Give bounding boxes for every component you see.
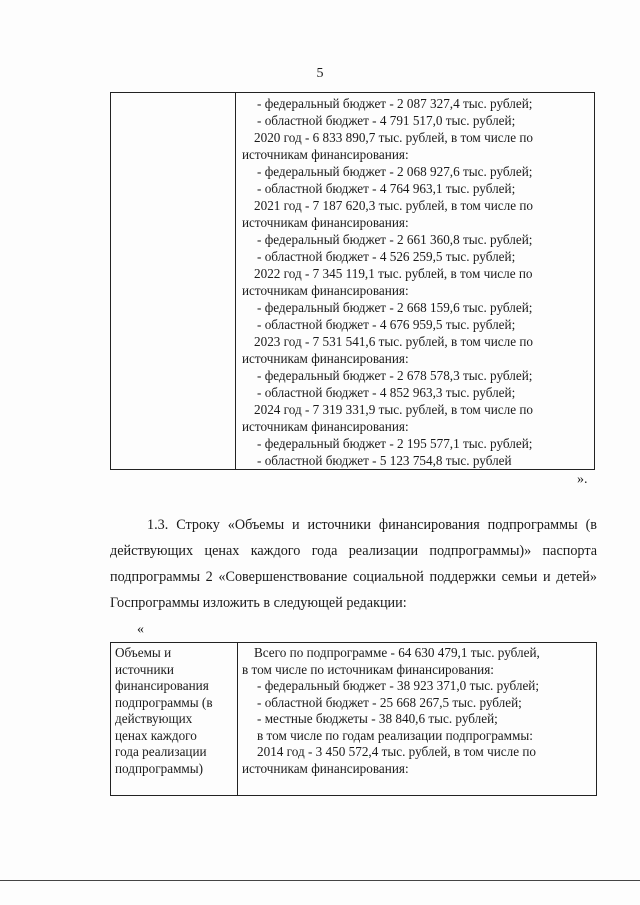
- page-number: 5: [316, 66, 324, 81]
- financing-line: - областной бюджет - 4 764 963,1 тыс. рублей;: [257, 181, 516, 196]
- row-heading-line: года реализации: [115, 744, 207, 759]
- financing-lines: [242, 95, 588, 469]
- table-right-cell: [236, 93, 595, 470]
- financing-line: - федеральный бюджет - 2 661 360,8 тыс. рублей;: [257, 232, 533, 247]
- amendment-paragraph: [110, 512, 597, 616]
- paragraph-line: Госпрограммы изложить в следующей редакции:: [110, 595, 407, 611]
- financing-line: Всего по подпрограмме - 64 630 479,1 тыс. рублей,: [254, 645, 540, 660]
- row-heading-line: подпрограммы (в: [115, 694, 213, 710]
- financing-line: 2014 год - 3 450 572,4 тыс. рублей, в том числе по: [257, 744, 536, 759]
- financing-line: в том числе по годам реализации подпрограммы:: [257, 727, 533, 743]
- financing-line: - федеральный бюджет - 2 668 159,6 тыс. рублей;: [257, 300, 533, 315]
- paragraph-line: подпрограммы 2 «Совершенствование социальной поддержки семьи и детей»: [110, 569, 597, 585]
- row-heading-line: действующих: [115, 711, 193, 726]
- opening-quote: «: [137, 622, 144, 637]
- financing-line: источникам финансирования:: [242, 351, 409, 366]
- row-heading-cell: [111, 643, 238, 796]
- financing-line: 2023 год - 7 531 541,6 тыс. рублей, в том числе по: [254, 334, 533, 349]
- financing-line: источникам финансирования:: [242, 215, 409, 230]
- financing-line: - федеральный бюджет - 2 195 577,1 тыс. рублей;: [257, 436, 533, 451]
- financing-line: источникам финансирования:: [242, 419, 409, 434]
- financing-line: в том числе по источникам финансирования:: [242, 661, 494, 677]
- row-heading-line: Объемы и: [115, 645, 172, 660]
- financing-line: - областной бюджет - 5 123 754,8 тыс. рублей: [257, 453, 512, 468]
- closing-quote: ».: [577, 472, 588, 487]
- financing-line: - областной бюджет - 4 676 959,5 тыс. рублей;: [257, 317, 516, 332]
- row-content-lines: [242, 645, 592, 777]
- financing-table-continued: [110, 92, 595, 470]
- table-left-cell-empty: [111, 93, 236, 470]
- financing-line: источникам финансирования:: [242, 760, 409, 776]
- row-heading-lines: [115, 645, 233, 777]
- financing-line: 2020 год - 6 833 890,7 тыс. рублей, в том числе по: [254, 130, 533, 145]
- financing-line: 2024 год - 7 319 331,9 тыс. рублей, в том числе по: [254, 402, 533, 417]
- subprogram-financing-table: [110, 642, 597, 796]
- row-heading-line: подпрограммы): [115, 760, 204, 776]
- row-heading-line: источники: [115, 661, 174, 677]
- paragraph-line: 1.3. Строку «Объемы и источники финансирования подпрограммы (в: [147, 517, 597, 533]
- financing-line: - областной бюджет - 4 852 963,3 тыс. рублей;: [257, 385, 516, 400]
- financing-line: источникам финансирования:: [242, 147, 409, 162]
- financing-line: 2021 год - 7 187 620,3 тыс. рублей, в том числе по: [254, 198, 533, 213]
- financing-line: - федеральный бюджет - 38 923 371,0 тыс. рублей;: [257, 678, 540, 693]
- footer-divider: [0, 880, 640, 881]
- paragraph-line: действующих ценах каждого года реализации подпрограммы)» паспорта: [110, 543, 597, 559]
- financing-line: - федеральный бюджет - 2 068 927,6 тыс. рублей;: [257, 164, 533, 179]
- row-content-cell: [238, 643, 597, 796]
- financing-line: источникам финансирования:: [242, 283, 409, 298]
- financing-line: 2022 год - 7 345 119,1 тыс. рублей, в том числе по: [254, 266, 533, 281]
- row-heading-line: ценах каждого: [115, 727, 197, 743]
- financing-line: - областной бюджет - 25 668 267,5 тыс. рублей;: [257, 694, 522, 710]
- financing-line: - областной бюджет - 4 791 517,0 тыс. рублей;: [257, 113, 516, 128]
- financing-line: - областной бюджет - 4 526 259,5 тыс. рублей;: [257, 249, 516, 264]
- financing-line: - местные бюджеты - 38 840,6 тыс. рублей;: [257, 711, 498, 726]
- financing-line: - федеральный бюджет - 2 087 327,4 тыс. рублей;: [257, 96, 533, 111]
- row-heading-line: финансирования: [115, 678, 209, 693]
- financing-line: - федеральный бюджет - 2 678 578,3 тыс. рублей;: [257, 368, 533, 383]
